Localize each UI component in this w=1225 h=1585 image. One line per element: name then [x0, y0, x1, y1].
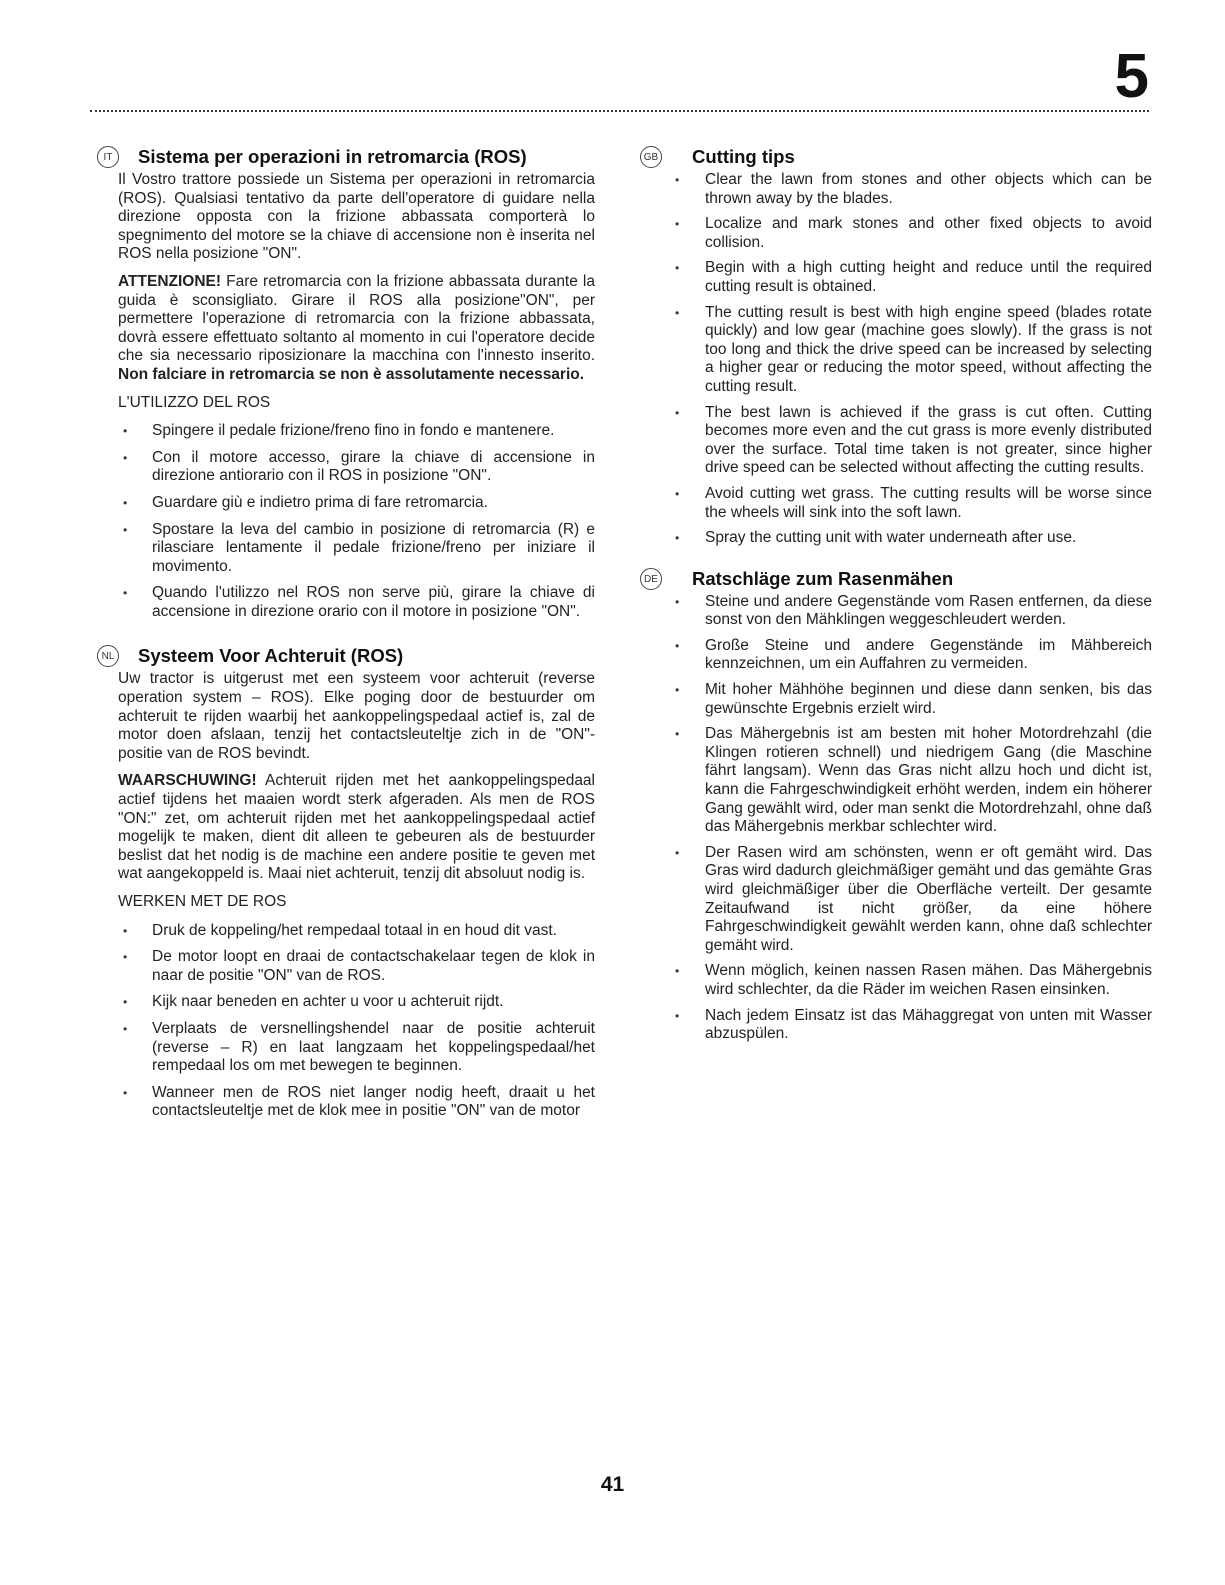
list-item: • The best lawn is achieved if the grass is cut often. Cutting becomes more even and the cut grass is more evenly distributed over the surface. Total time taken is not greater, since higher drive speed can be selected without affecting the cutting results. — [630, 404, 1152, 478]
left-column — [97, 146, 595, 1135]
list-item: • Verplaats de versnellingshendel naar de positie achteruit (reverse – R) en laat langzaam het koppelingspedaal/het rempedaal los om met bewegen te beginnen. — [97, 1020, 595, 1076]
section-gb-heading — [630, 146, 1152, 168]
warning-text: Fare retromarcia con la frizione abbassata durante la guida è sconsigliato. Girare il ROS alla posizione"ON", per permettere l'operazione di retromarcia con la frizione abbassata, dovrà essere effettuato soltanto al momento in cui l'operatore decide che sia necessario riposizionare la macchina con l'innesto inserito. — [118, 272, 595, 365]
warning-paragraph — [118, 273, 595, 385]
subheading: WERKEN MET DE ROS — [118, 893, 287, 910]
section-de — [630, 568, 1152, 1044]
section-nl-heading — [97, 645, 595, 667]
list-item: • Clear the lawn from stones and other objects which can be thrown away by the blades. — [630, 171, 1152, 208]
list-item: • Wenn möglich, keinen nassen Rasen mähen. Das Mähergebnis wird schlechter, da die Räder im weichen Rasen einsinken. — [630, 962, 1152, 999]
tips-list — [630, 171, 1152, 548]
warning-emphasis: Non falciare in retromarcia se non è assolutamente necessario. — [118, 365, 585, 383]
list-item: • The cutting result is best with high engine speed (blades rotate quickly) and low gear (machine goes slowly). If the grass is not too long and thick the drive speed can be increased by selecting a higher gear or reducing the motor speed, without affecting the cutting result. — [630, 304, 1152, 397]
language-badge-icon: IT — [97, 146, 119, 168]
section-title: Systeem Voor Achteruit (ROS) — [138, 645, 404, 667]
tips-list — [630, 593, 1152, 1044]
section-de-heading — [630, 568, 1152, 590]
list-item: • Druk de koppeling/het rempedaal totaal in en houd dit vast. — [97, 922, 595, 941]
page-number: 41 — [600, 1473, 625, 1496]
warning-paragraph — [118, 772, 595, 884]
section-title: Ratschläge zum Rasenmähen — [692, 567, 954, 589]
list-item: • Spostare la leva del cambio in posizione di retromarcia (R) e rilasciare lentamente il pedale frizione/freno per iniziare il movimento. — [97, 521, 595, 577]
list-item: • Nach jedem Einsatz ist das Mähaggregat von unten mit Wasser abzuspülen. — [630, 1007, 1152, 1044]
list-item: • Mit hoher Mähhöhe beginnen und diese dann senken, bis das gewünschte Ergebnis erzielt wird. — [630, 681, 1152, 718]
list-item: • Das Mähergebnis ist am besten mit hoher Motordrehzahl (die Klingen rotieren schnell) und niedrigem Gang (die Maschine fährt langsam). Wenn das Gras nicht allzu hoch und dicht ist, kann die Fahrgeschwindigkeit erhöht werden, indem ein höherer Gang gewählt wird, oder man senkt die Motordrehzahl, ohne daß das Mähergebnis merkbar schlechter wird. — [630, 725, 1152, 837]
section-gb — [630, 146, 1152, 548]
list-item: • Avoid cutting wet grass. The cutting results will be worse since the wheels will sink into the soft lawn. — [630, 485, 1152, 522]
subheading: L'UTILIZZO DEL ROS — [118, 393, 271, 411]
list-item: • Guardare giù e indietro prima di fare retromarcia. — [97, 494, 595, 513]
warning-label: ATTENZIONE! — [118, 272, 222, 290]
section-it — [97, 146, 595, 621]
section-nl — [97, 645, 595, 1120]
section-it-heading — [97, 146, 595, 168]
section-title: Cutting tips — [692, 146, 795, 167]
list-item: • De motor loopt en draai de contactschakelaar tegen de klok in naar de positie "ON" van de ROS. — [97, 948, 595, 985]
section-title: Sistema per operazioni in retromarcia (ROS) — [138, 146, 527, 167]
instruction-list — [97, 422, 595, 621]
list-item: • Spingere il pedale frizione/freno fino in fondo e mantenere. — [97, 422, 595, 441]
language-badge-icon: GB — [640, 146, 662, 168]
list-item: • Große Steine und andere Gegenstände im Mähbereich kennzeichnen, um ein Auffahren zu vermeiden. — [630, 637, 1152, 674]
chapter-number: 5 — [1114, 42, 1149, 111]
language-badge-icon: DE — [640, 568, 662, 590]
instruction-list — [97, 922, 595, 1121]
intro-paragraph: Il Vostro trattore possiede un Sistema per operazioni in retromarcia (ROS). Qualsiasi tentativo da parte dell'operatore di guidare nella direzione opposta con la frizione abbassata comporterà lo spegnimento del motore se la chiave di accensione non è inserita nel ROS nella posizione "ON". — [118, 171, 595, 263]
list-item: • Spray the cutting unit with water underneath after use. — [630, 529, 1152, 548]
intro-paragraph: Uw tractor is uitgerust met een systeem voor achteruit (reverse operation system – ROS). Elke poging door de bestuurder om achteruit te rijden waarbij het aankoppelingspedaal actief is, zal de motor doen afslaan, tenzij het contactsleuteltje zich in de "ON"-positie van de ROS bevindt. — [118, 670, 595, 762]
list-item: • Wanneer men de ROS niet langer nodig heeft, draait u het contactsleuteltje met de klok mee in positie "ON" van de motor — [97, 1084, 595, 1121]
list-item: • Con il motore accesso, girare la chiave di accensione in direzione antiorario con il ROS in posizione "ON". — [97, 449, 595, 486]
warning-text: Achteruit rijden met het aankoppelingspedaal actief tijdens het maaien wordt sterk afgeraden. Als men de ROS "ON:" zet, om achteruit rijden met het aankoppelingspedaal actief mogelijk te maken, dient dit alleen te gebeuren als de bestuurder beslist dat het nodig is de machine een andere positie te geven met wat aangekoppeld is. Maai niet achteruit, tenzij dit absoluut nodig is. — [118, 772, 595, 883]
list-item: • Quando l'utilizzo nel ROS non serve più, girare la chiave di accensione in direzione orario con il motore in posizione "ON". — [97, 584, 595, 621]
list-item: • Begin with a high cutting height and reduce until the required cutting result is obtained. — [630, 259, 1152, 296]
list-item: • Localize and mark stones and other fixed objects to avoid collision. — [630, 215, 1152, 252]
list-item: • Der Rasen wird am schönsten, wenn er oft gemäht wird. Das Gras wird dadurch gleichmäßiger gemäht und das gemähte Gras wird gleichmäßiger über die Oberfläche verteilt. Der gesamte Zeitaufwand ist nicht größer, da eine höhere Fahrgeschwindigkeit gewählt werden kann, ohne daß schlechter gemäht wird. — [630, 844, 1152, 956]
warning-label: WAARSCHUWING! — [118, 772, 257, 790]
list-item: • Kijk naar beneden en achter u voor u achteruit rijdt. — [97, 993, 595, 1012]
list-item: • Steine und andere Gegenstände vom Rasen entfernen, da diese sonst von den Mähklingen weggeschleudert werden. — [630, 593, 1152, 630]
header-divider — [90, 110, 1149, 112]
right-column — [630, 146, 1152, 1058]
language-badge-icon: NL — [97, 645, 119, 667]
